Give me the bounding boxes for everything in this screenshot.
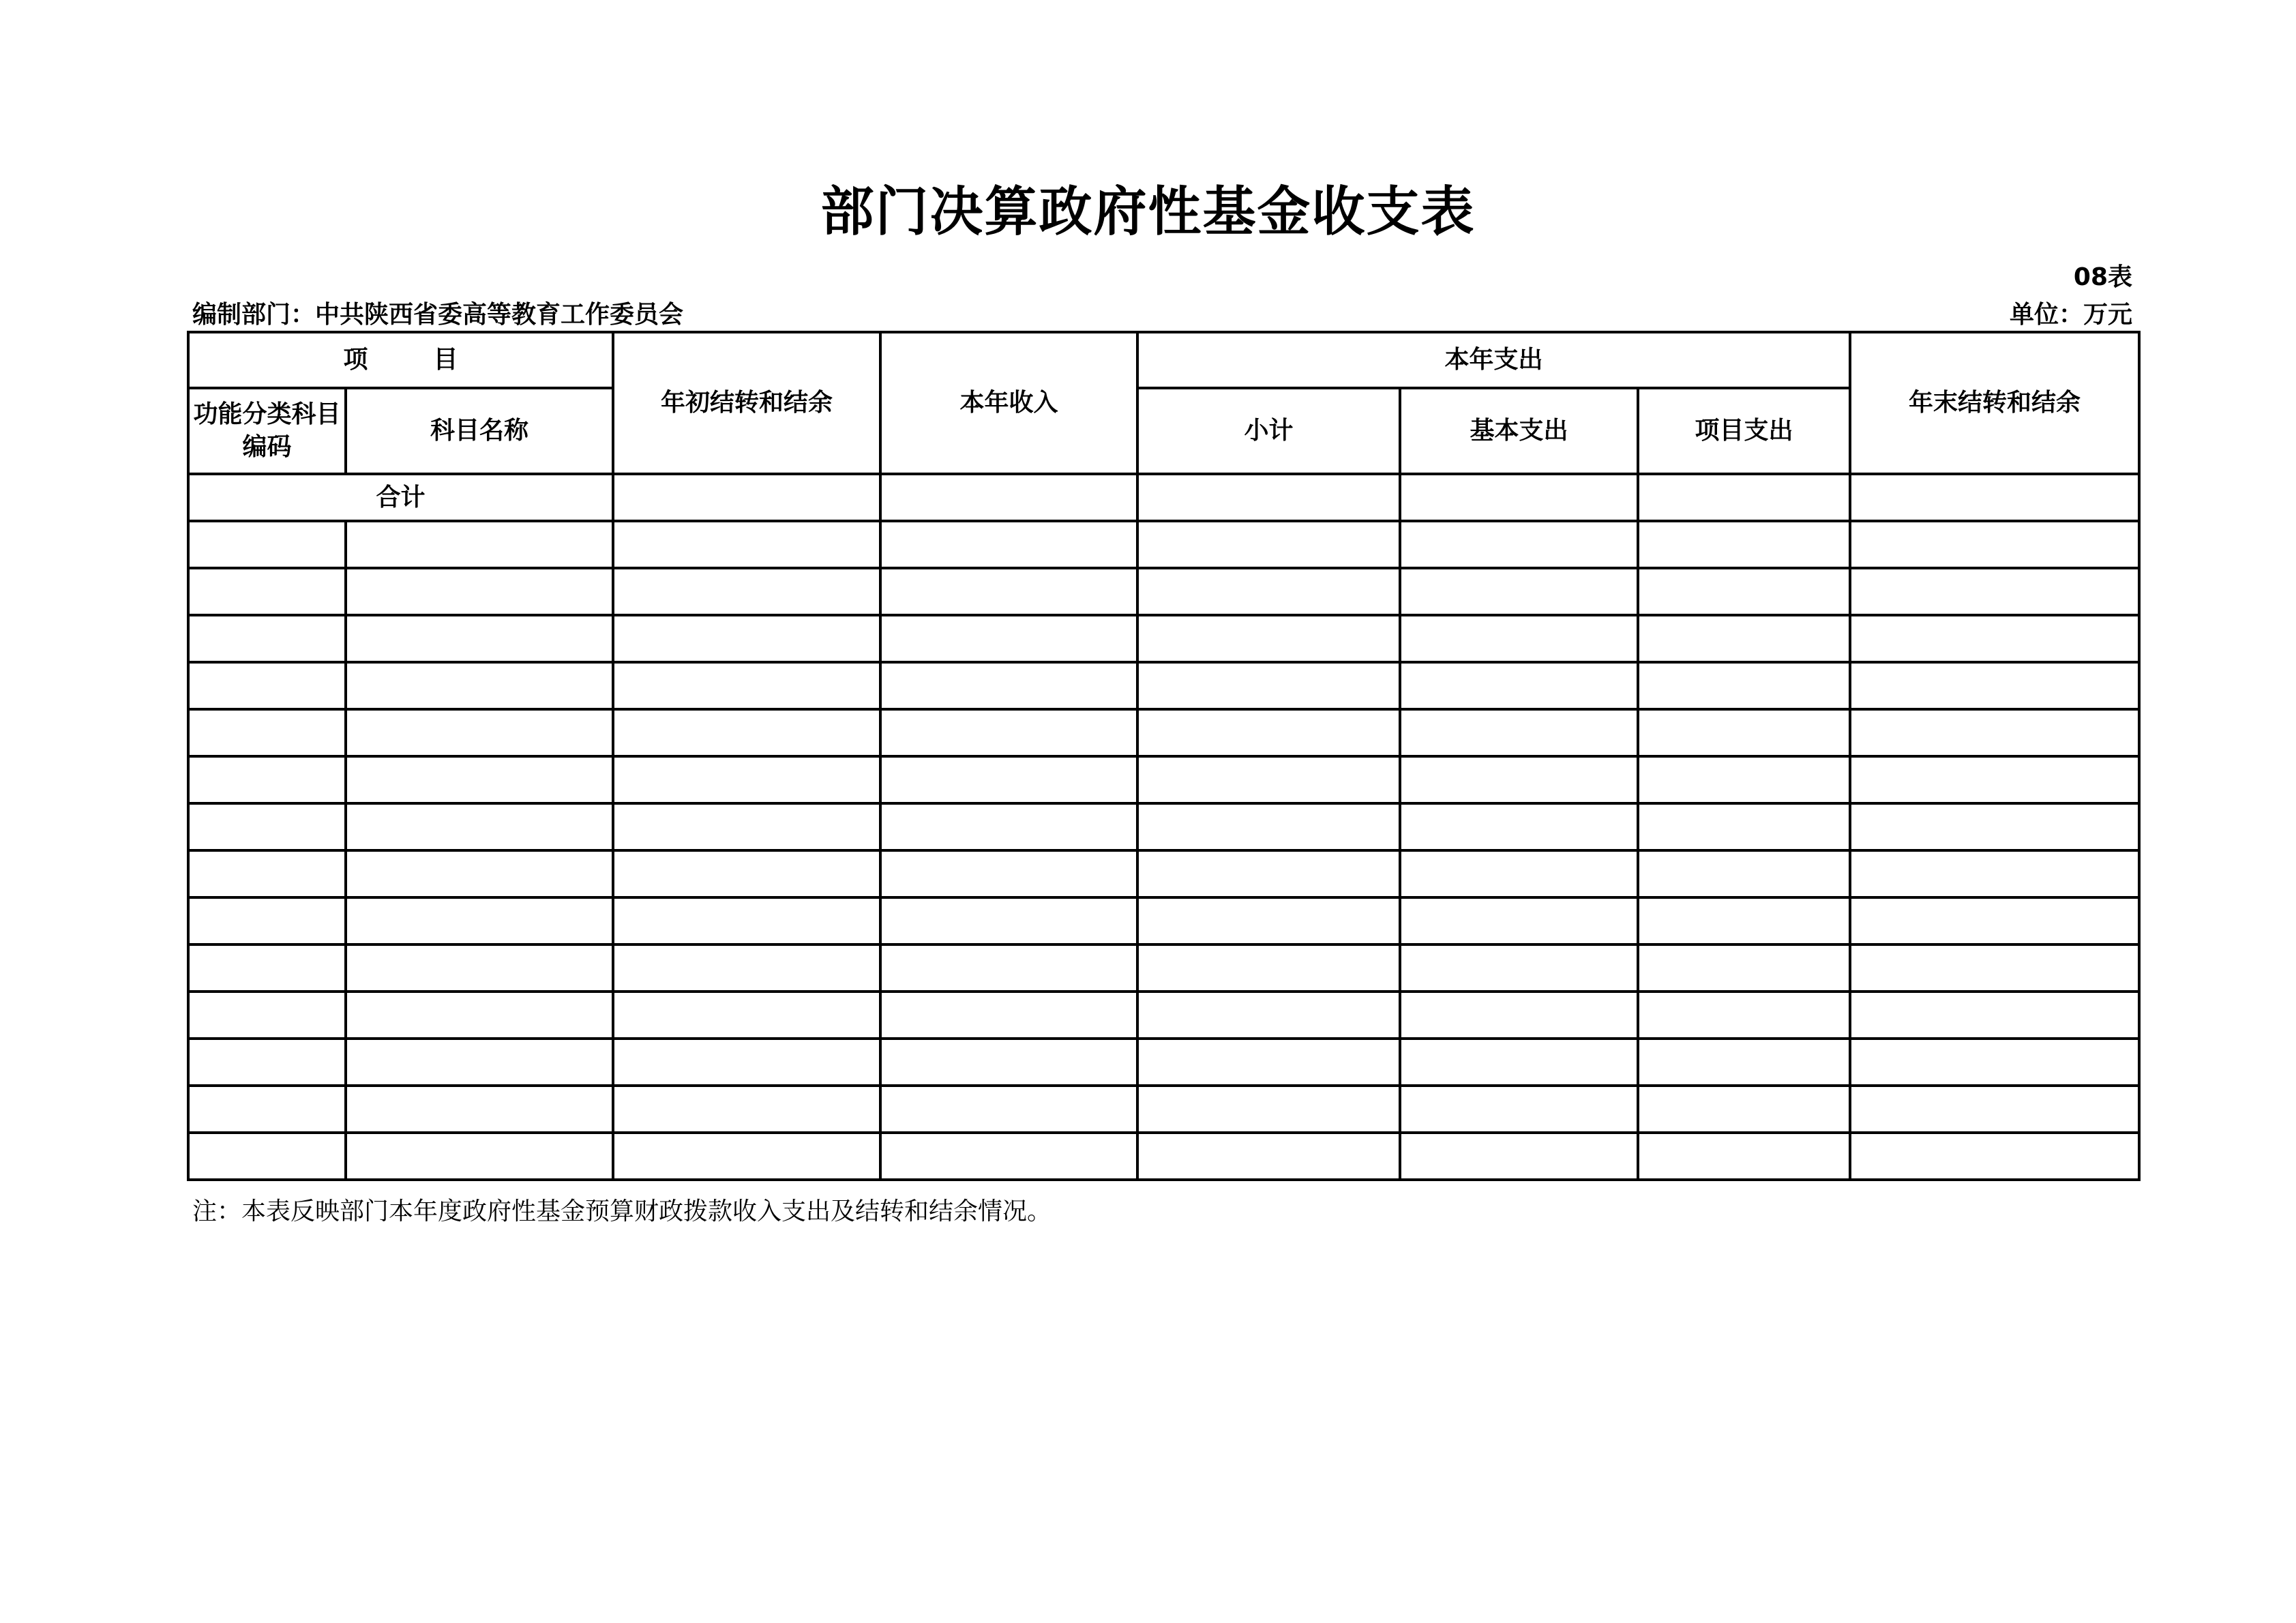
table-cell: [1850, 662, 2139, 709]
table-cell: [1137, 992, 1400, 1039]
table-cell: [1137, 474, 1400, 521]
table-cell: [1638, 756, 1850, 803]
table-cell: [1400, 568, 1638, 615]
table-cell: [613, 1086, 880, 1133]
table-cell: [1137, 615, 1400, 662]
table-cell: [880, 615, 1137, 662]
table-cell: [1137, 756, 1400, 803]
table-cell: [1137, 850, 1400, 897]
table-cell: [346, 897, 613, 944]
table-row: [188, 897, 2139, 944]
table-cell: [1850, 1039, 2139, 1086]
table-cell: [1400, 521, 1638, 568]
table-cell: [188, 521, 346, 568]
table-cell: [1638, 662, 1850, 709]
table-cell: [346, 1039, 613, 1086]
table-cell: [880, 521, 1137, 568]
table-cell: [1850, 615, 2139, 662]
table-cell: [613, 803, 880, 850]
header-row: [188, 388, 2139, 474]
table-cell: [1638, 709, 1850, 756]
table-cell: [1850, 568, 2139, 615]
table-cell: [346, 756, 613, 803]
page-title: 部门决算政府性基金收支表: [820, 181, 1476, 243]
table-cell: [1400, 709, 1638, 756]
table-cell: [880, 662, 1137, 709]
table-cell: [188, 992, 346, 1039]
table-cell: [1638, 568, 1850, 615]
table-cell: [1137, 803, 1400, 850]
table-cell: [1850, 944, 2139, 992]
table-cell: [1850, 1086, 2139, 1133]
table-cell: [880, 568, 1137, 615]
table-cell: [1137, 709, 1400, 756]
table-cell: [346, 803, 613, 850]
table-cell: [188, 1039, 346, 1086]
table-cell: [1137, 521, 1400, 568]
table-cell: [1850, 897, 2139, 944]
table-cell: [188, 897, 346, 944]
table-cell: [1850, 756, 2139, 803]
table-cell: [1638, 803, 1850, 850]
table-cell: [1638, 850, 1850, 897]
total-row: [188, 474, 2139, 521]
table-cell: [880, 897, 1137, 944]
table-cell: [880, 709, 1137, 756]
table-cell: [346, 709, 613, 756]
table-cell: [613, 474, 880, 521]
table-cell: [346, 521, 613, 568]
header-func-code: 功能分类科目编码: [188, 388, 346, 474]
table-cell: [1137, 1133, 1400, 1180]
table-cell: [346, 850, 613, 897]
table-cell: [1638, 474, 1850, 521]
table-cell: [1638, 615, 1850, 662]
table-row: [188, 944, 2139, 992]
unit-label: 单位：万元: [2009, 301, 2132, 329]
header-item: 项 目: [188, 332, 613, 388]
table-row: [188, 1039, 2139, 1086]
table-row: [188, 521, 2139, 568]
table-cell: [880, 1133, 1137, 1180]
table-cell: [880, 756, 1137, 803]
table-cell: [1638, 992, 1850, 1039]
table-cell: [613, 850, 880, 897]
table-cell: [1400, 944, 1638, 992]
table-cell: [880, 992, 1137, 1039]
table-row: [188, 1133, 2139, 1180]
table-cell: [1400, 1086, 1638, 1133]
table-cell: [1400, 1039, 1638, 1086]
table-cell: [346, 944, 613, 992]
table-cell: [1137, 1086, 1400, 1133]
table-cell: [1850, 709, 2139, 756]
table-cell: [188, 850, 346, 897]
header-begin-balance: 年初结转和结余: [613, 332, 880, 474]
table-cell: [1638, 944, 1850, 992]
table-cell: [613, 662, 880, 709]
table-cell: [188, 1086, 346, 1133]
table-cell: [1400, 803, 1638, 850]
table-cell: [880, 474, 1137, 521]
table-cell: [1850, 474, 2139, 521]
table-cell: [1400, 897, 1638, 944]
table-cell: [188, 803, 346, 850]
table-cell: [613, 756, 880, 803]
table-cell: [613, 944, 880, 992]
table-cell: [1638, 897, 1850, 944]
table-cell: [1400, 1133, 1638, 1180]
table-cell: [613, 992, 880, 1039]
header-row: [188, 332, 2139, 388]
table-cell: [188, 756, 346, 803]
table-cell: [1400, 615, 1638, 662]
table-cell: [613, 521, 880, 568]
header-basic-expense: 基本支出: [1400, 388, 1638, 474]
table-cell: [880, 850, 1137, 897]
table-cell: [346, 662, 613, 709]
table-cell: [1400, 756, 1638, 803]
table-row: [188, 615, 2139, 662]
table-cell: [1400, 992, 1638, 1039]
table-cell: [188, 615, 346, 662]
table-cell: [346, 568, 613, 615]
header-subject-name: 科目名称: [346, 388, 613, 474]
table-cell: [613, 568, 880, 615]
table-cell: [1137, 897, 1400, 944]
table-cell: [1850, 1133, 2139, 1180]
table-cell: [880, 944, 1137, 992]
table-cell: [880, 1086, 1137, 1133]
table-cell: [346, 1086, 613, 1133]
table-cell: [188, 568, 346, 615]
table-row: [188, 709, 2139, 756]
table-cell: [1638, 521, 1850, 568]
table-cell: [880, 803, 1137, 850]
table-cell: [1137, 568, 1400, 615]
table-row: [188, 850, 2139, 897]
header-subtotal: 小计: [1137, 388, 1400, 474]
table-cell: [1850, 521, 2139, 568]
table-row: [188, 1086, 2139, 1133]
table-cell: [880, 1039, 1137, 1086]
table-cell: [346, 615, 613, 662]
table-cell: [1638, 1039, 1850, 1086]
table-cell: [1850, 850, 2139, 897]
table-row: [188, 568, 2139, 615]
table-cell: [1638, 1086, 1850, 1133]
table-cell: [1137, 1039, 1400, 1086]
total-label: 合计: [188, 474, 613, 521]
header-end-balance: 年末结转和结余: [1850, 332, 2139, 474]
fund-table: [187, 331, 2141, 1181]
table-cell: [1850, 803, 2139, 850]
table-cell: [1638, 1133, 1850, 1180]
table-cell: [613, 709, 880, 756]
table-cell: [188, 709, 346, 756]
table-cell: [1850, 992, 2139, 1039]
header-year-income: 本年收入: [880, 332, 1137, 474]
department-label: 编制部门：中共陕西省委高等教育工作委员会: [192, 301, 684, 329]
table-cell: [613, 615, 880, 662]
table-cell: [1400, 850, 1638, 897]
table-cell: [188, 1133, 346, 1180]
table-cell: [188, 662, 346, 709]
table-cell: [613, 1039, 880, 1086]
table-cell: [1137, 662, 1400, 709]
table-cell: [346, 992, 613, 1039]
table-cell: [613, 1133, 880, 1180]
header-project-expense: 项目支出: [1638, 388, 1850, 474]
table-row: [188, 662, 2139, 709]
table-number: 08表: [2073, 263, 2132, 291]
table-cell: [188, 944, 346, 992]
table-cell: [1400, 474, 1638, 521]
table-cell: [1400, 662, 1638, 709]
footnote: 注：本表反映部门本年度政府性基金预算财政拨款收入支出及结转和结余情况。: [192, 1197, 1052, 1225]
header-year-expense: 本年支出: [1137, 332, 1850, 388]
table-cell: [1137, 944, 1400, 992]
table-cell: [613, 897, 880, 944]
table-row: [188, 803, 2139, 850]
table-cell: [346, 1133, 613, 1180]
table-row: [188, 756, 2139, 803]
table-row: [188, 992, 2139, 1039]
